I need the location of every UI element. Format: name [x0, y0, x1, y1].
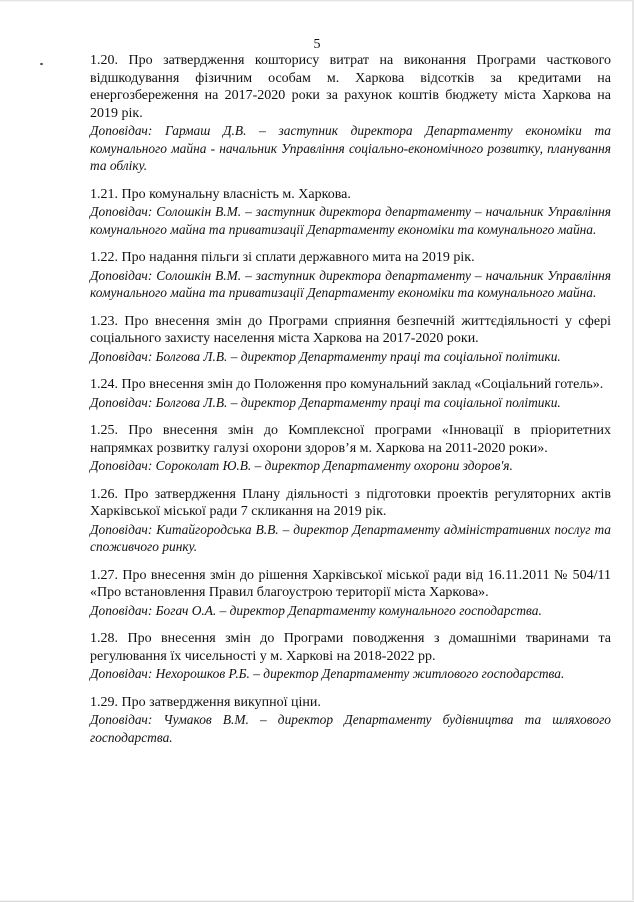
- agenda-item-title: 1.21. Про комунальну власність м. Харкова.: [90, 186, 351, 202]
- agenda-item: [90, 422, 611, 475]
- agenda-item-speaker: Доповідач: Болгова Л.В. – директор Департаменту праці та соціальної політики.: [90, 348, 561, 364]
- agenda-item-title: 1.20. Про затвердження кошторису витрат на виконання Програми часткового відшкодування фізичним особам м. Харкова відсотків за кредитами на енергозбереження на 2017-2020 роки за рахунок коштів бюджету міста Харкова на 2019 рік.: [90, 53, 611, 121]
- page-number: 5: [313, 37, 321, 52]
- scan-edge-top: [0, 0, 634, 2]
- agenda-item-title: 1.26. Про затвердження Плану діяльності з підготовки проектів регуляторних актів Харківської міської ради 7 скликання на 2019 рік.: [90, 486, 611, 519]
- agenda-item-speaker: Доповідач: Болгова Л.В. – директор Департаменту праці та соціальної політики.: [90, 394, 561, 410]
- agenda-item-speaker: Доповідач: Китайгородська В.В. – директор Департаменту адміністративних послуг та споживчого ринку.: [90, 521, 611, 554]
- agenda-item: [90, 52, 611, 175]
- agenda-item-title: 1.25. Про внесення змін до Комплексної програми «Інновації в пріоритетних напрямках розвитку галузі охорони здоров’я м. Харкова на 2011-2020 роки».: [90, 423, 611, 456]
- scan-speck: [40, 63, 43, 65]
- agenda-item-title: 1.29. Про затвердження викупної ціни.: [90, 694, 321, 710]
- agenda-item: [90, 486, 611, 556]
- agenda-item-speaker: Доповідач: Солошкін В.М. – заступник директора департаменту – начальник Управління комунального майна та приватизації Департаменту економіки та комунального майна.: [90, 267, 611, 300]
- agenda-list: [90, 52, 611, 757]
- agenda-item-title: 1.23. Про внесення змін до Програми сприяння безпечній життєдіяльності у сфері соціального захисту населення міста Харкова на 2017-2020 роки.: [90, 313, 611, 346]
- agenda-item-speaker: Доповідач: Сороколат Ю.В. – директор Департаменту охорони здоров'я.: [90, 458, 513, 473]
- agenda-item-speaker: Доповідач: Нехорошков Р.Б. – директор Департаменту житлового господарства.: [90, 666, 565, 681]
- agenda-item: [90, 313, 611, 366]
- agenda-item: [90, 186, 611, 239]
- agenda-item-speaker: Доповідач: Чумаков В.М. – директор Департаменту будівництва та шляхового господарства.: [90, 712, 611, 745]
- agenda-item-title: 1.27. Про внесення змін до рішення Харківської міської ради від 16.11.2011 № 504/11 «Про встановлення Правил благоустрою території міста Харкова».: [90, 567, 611, 600]
- agenda-item: [90, 249, 611, 302]
- agenda-item: [90, 567, 611, 620]
- agenda-item-speaker: Доповідач: Солошкін В.М. – заступник директора департаменту – начальник Управління комунального майна та приватизації Департаменту економіки та комунального майна.: [90, 204, 611, 237]
- agenda-item: [90, 630, 611, 683]
- agenda-item: [90, 376, 611, 411]
- agenda-item-speaker: Доповідач: Богач О.А. – директор Департаменту комунального господарства.: [90, 602, 542, 618]
- agenda-item-speaker: Доповідач: Гармаш Д.В. – заступник директора Департаменту економіки та комунального майна - начальник Управління соціально-економічного розвитку, планування та обліку.: [90, 123, 611, 173]
- agenda-item-title: 1.24. Про внесення змін до Положення про комунальний заклад «Соціальний готель».: [90, 377, 604, 392]
- agenda-item-title: 1.22. Про надання пільги зі сплати державного мита на 2019 рік.: [90, 250, 475, 265]
- agenda-item-title: 1.28. Про внесення змін до Програми поводження з домашніми тваринами та регулювання їх чисельності у м. Харкові на 2018-2022 рр.: [90, 631, 611, 664]
- agenda-item: [90, 694, 611, 747]
